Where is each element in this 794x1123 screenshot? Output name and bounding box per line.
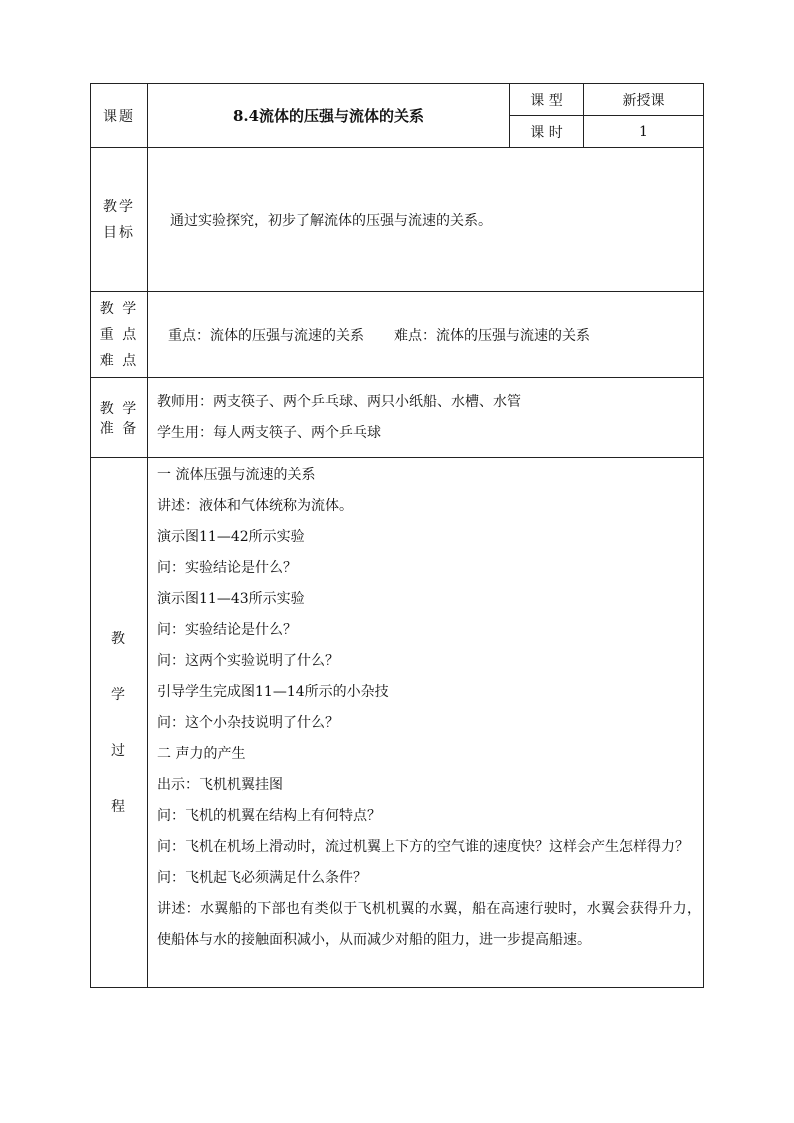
process-line-2: 讲述：液体和气体统称为流体。: [157, 498, 353, 514]
process-line-5: 演示图11—43所示实验: [157, 591, 305, 607]
goals-text: 通过实验探究，初步了解流体的压强与流速的关系。: [148, 148, 704, 292]
process-line-11: 出示：飞机机翼挂图: [157, 777, 283, 793]
process-line-7: 问：这两个实验说明了什么？: [157, 653, 339, 669]
process-label-char-1: 教: [111, 630, 127, 647]
process-line-6: 问：实验结论是什么？: [157, 622, 297, 638]
process-line-12: 问：飞机的机翼在结构上有何特点？: [157, 808, 381, 824]
lesson-plan-table: [90, 83, 704, 988]
process-line-4: 问：实验结论是什么？: [157, 560, 297, 576]
difficulty-text: 难点：流体的压强与流速的关系: [394, 327, 590, 344]
key-points-label: [91, 292, 148, 378]
process-label-char-2: 学: [111, 686, 127, 703]
hours-label: 课 时: [510, 116, 584, 148]
key-points-row: [91, 292, 704, 378]
key-label-line-2: 重 点: [99, 326, 139, 343]
goals-label: [91, 148, 148, 292]
type-value: 新授课: [584, 84, 704, 116]
goals-row: [91, 148, 704, 292]
process-row: [91, 458, 704, 988]
goals-label-line-1: 教学: [103, 198, 135, 215]
process-line-10: 二 声力的产生: [157, 746, 246, 762]
preparation-label-text: 教 学 准 备: [99, 400, 139, 437]
preparation-row: [91, 378, 704, 458]
focus-text: 重点：流体的压强与流速的关系: [168, 327, 364, 344]
process-line-3: 演示图11—42所示实验: [157, 529, 305, 545]
process-line-9: 问：这个小杂技说明了什么？: [157, 715, 339, 731]
preparation-text: [148, 378, 704, 458]
topic-title: 8.4流体的压强与流体的关系: [148, 84, 510, 148]
key-label-line-3: 难 点: [99, 352, 139, 369]
teacher-materials: 教师用：两支筷子、两个乒乓球、两只小纸船、水槽、水管: [157, 393, 521, 410]
process-content: [148, 458, 704, 988]
process-line-8: 引导学生完成图11—14所示的小杂技: [157, 684, 389, 700]
student-materials: 学生用：每人两支筷子、两个乒乓球: [157, 424, 381, 441]
key-label-line-1: 教 学: [99, 300, 139, 317]
hours-value: 1: [584, 116, 704, 148]
process-line-14: 问：飞机起飞必须满足什么条件？: [157, 870, 367, 886]
key-points-text: [148, 292, 704, 378]
process-label-char-3: 过: [111, 742, 127, 759]
header-row-1: [91, 84, 704, 116]
process-label-char-4: 程: [111, 798, 127, 815]
process-label: [91, 458, 148, 988]
topic-label: 课题: [91, 84, 148, 148]
process-line-13: 问：飞机在机场上滑动时，流过机翼上下方的空气谁的速度快？这样会产生怎样得力？: [157, 839, 689, 855]
type-label: 课 型: [510, 84, 584, 116]
preparation-label: [91, 378, 148, 458]
goals-label-line-2: 目标: [103, 224, 135, 241]
process-line-1: 一 流体压强与流速的关系: [157, 467, 316, 483]
process-line-15: 讲述：水翼船的下部也有类似于飞机机翼的水翼，船在高速行驶时，水翼会获得升力，使船体与水的接触面积减小，从而减少对船的阻力，进一步提高船速。: [157, 901, 701, 948]
